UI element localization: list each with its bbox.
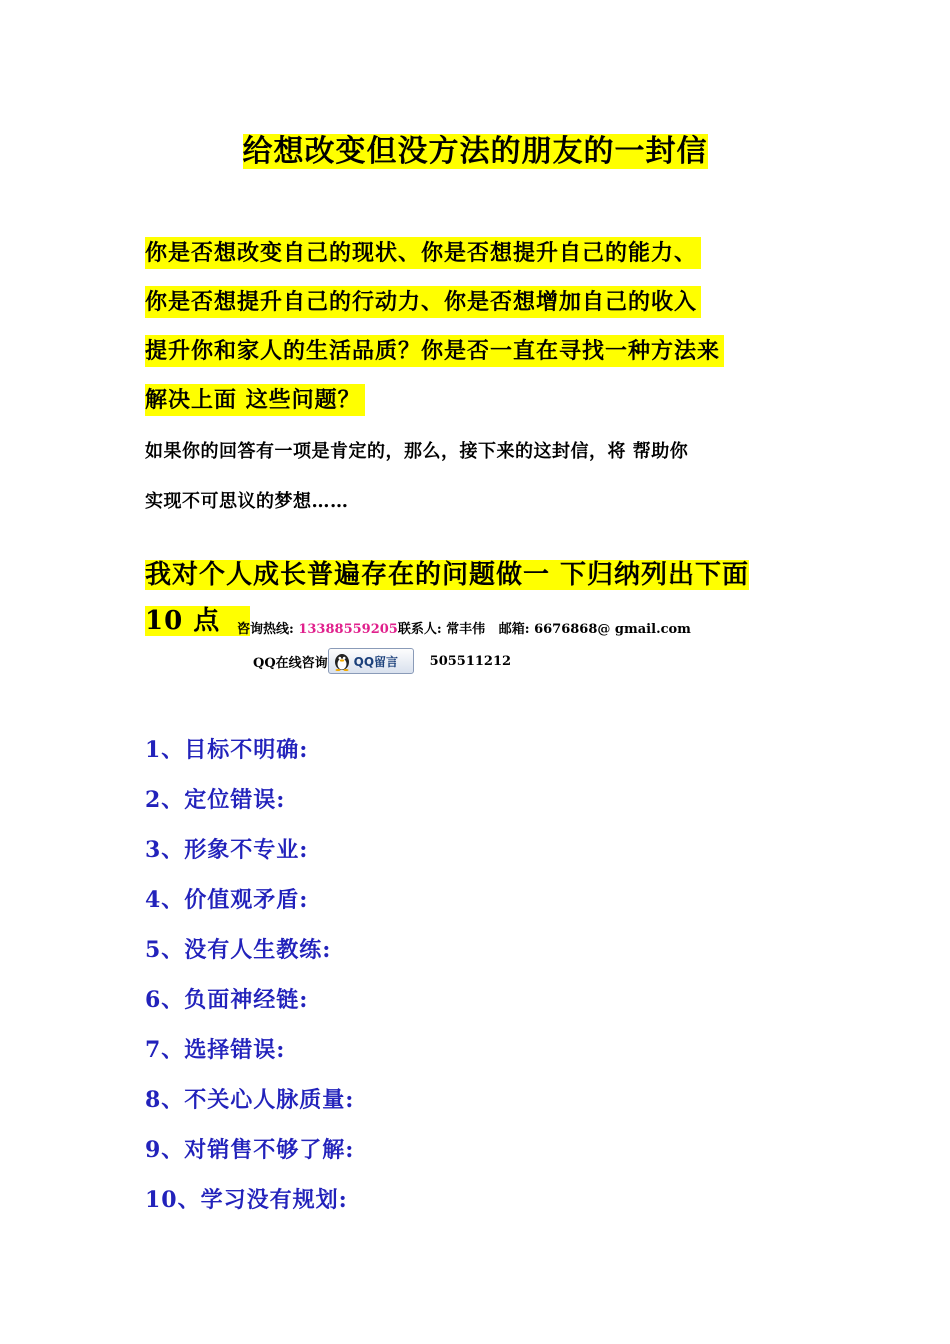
hotline-label: 咨询热线: <box>237 622 294 637</box>
qq-contact-row <box>253 646 511 676</box>
body-line: 实现不可思议的梦想…… <box>145 491 349 512</box>
section-heading-line: 我对个人成长普遍存在的问题做一 下归纳列出下面 <box>145 560 750 590</box>
list-item: 10、学习没有规划: <box>145 1187 348 1213</box>
qq-number: 505511212 <box>429 653 512 669</box>
email-info: 邮箱: 6676868@ gmail.com <box>498 622 691 637</box>
contact-info <box>237 618 691 637</box>
list-item: 7、选择错误: <box>145 1037 286 1063</box>
intro-paragraph <box>145 229 825 425</box>
hotline-number: 13388559205 <box>298 622 398 637</box>
list-item: 5、没有人生教练: <box>145 937 332 963</box>
qq-message-button[interactable] <box>328 648 414 674</box>
contact-person: 联系人: 常丰伟 <box>397 622 486 637</box>
list-item: 4、价值观矛盾: <box>145 887 309 913</box>
list-item: 6、负面神经链: <box>145 987 309 1013</box>
list-item: 9、对销售不够了解: <box>145 1137 355 1163</box>
qq-button-label: QQ留言 <box>353 654 399 669</box>
section-heading-line: 10 点 <box>145 606 221 636</box>
list-item: 2、定位错误: <box>145 787 286 813</box>
list-item: 3、形象不专业: <box>145 837 309 863</box>
body-line: 如果你的回答有一项是肯定的，那么，接下来的这封信，将 帮助你 <box>145 441 689 462</box>
intro-line: 提升你和家人的生活品质？你是否一直在寻找一种方法来 <box>145 335 724 367</box>
intro-line: 你是否想提升自己的行动力、你是否想增加自己的收入 <box>145 286 701 318</box>
list-item: 8、不关心人脉质量: <box>145 1087 355 1113</box>
intro-line: 你是否想改变自己的现状、你是否想提升自己的能力、 <box>145 237 701 269</box>
list-item: 1、目标不明确: <box>145 737 309 763</box>
body-paragraph <box>145 427 825 527</box>
page-title <box>0 130 950 174</box>
page-title-text: 给想改变但没方法的朋友的一封信 <box>242 134 708 169</box>
intro-line: 解决上面 这些问题？ <box>145 384 365 416</box>
qq-penguin-icon <box>333 651 351 671</box>
problem-list <box>145 725 745 1225</box>
qq-label: QQ在线咨询 <box>253 655 328 671</box>
